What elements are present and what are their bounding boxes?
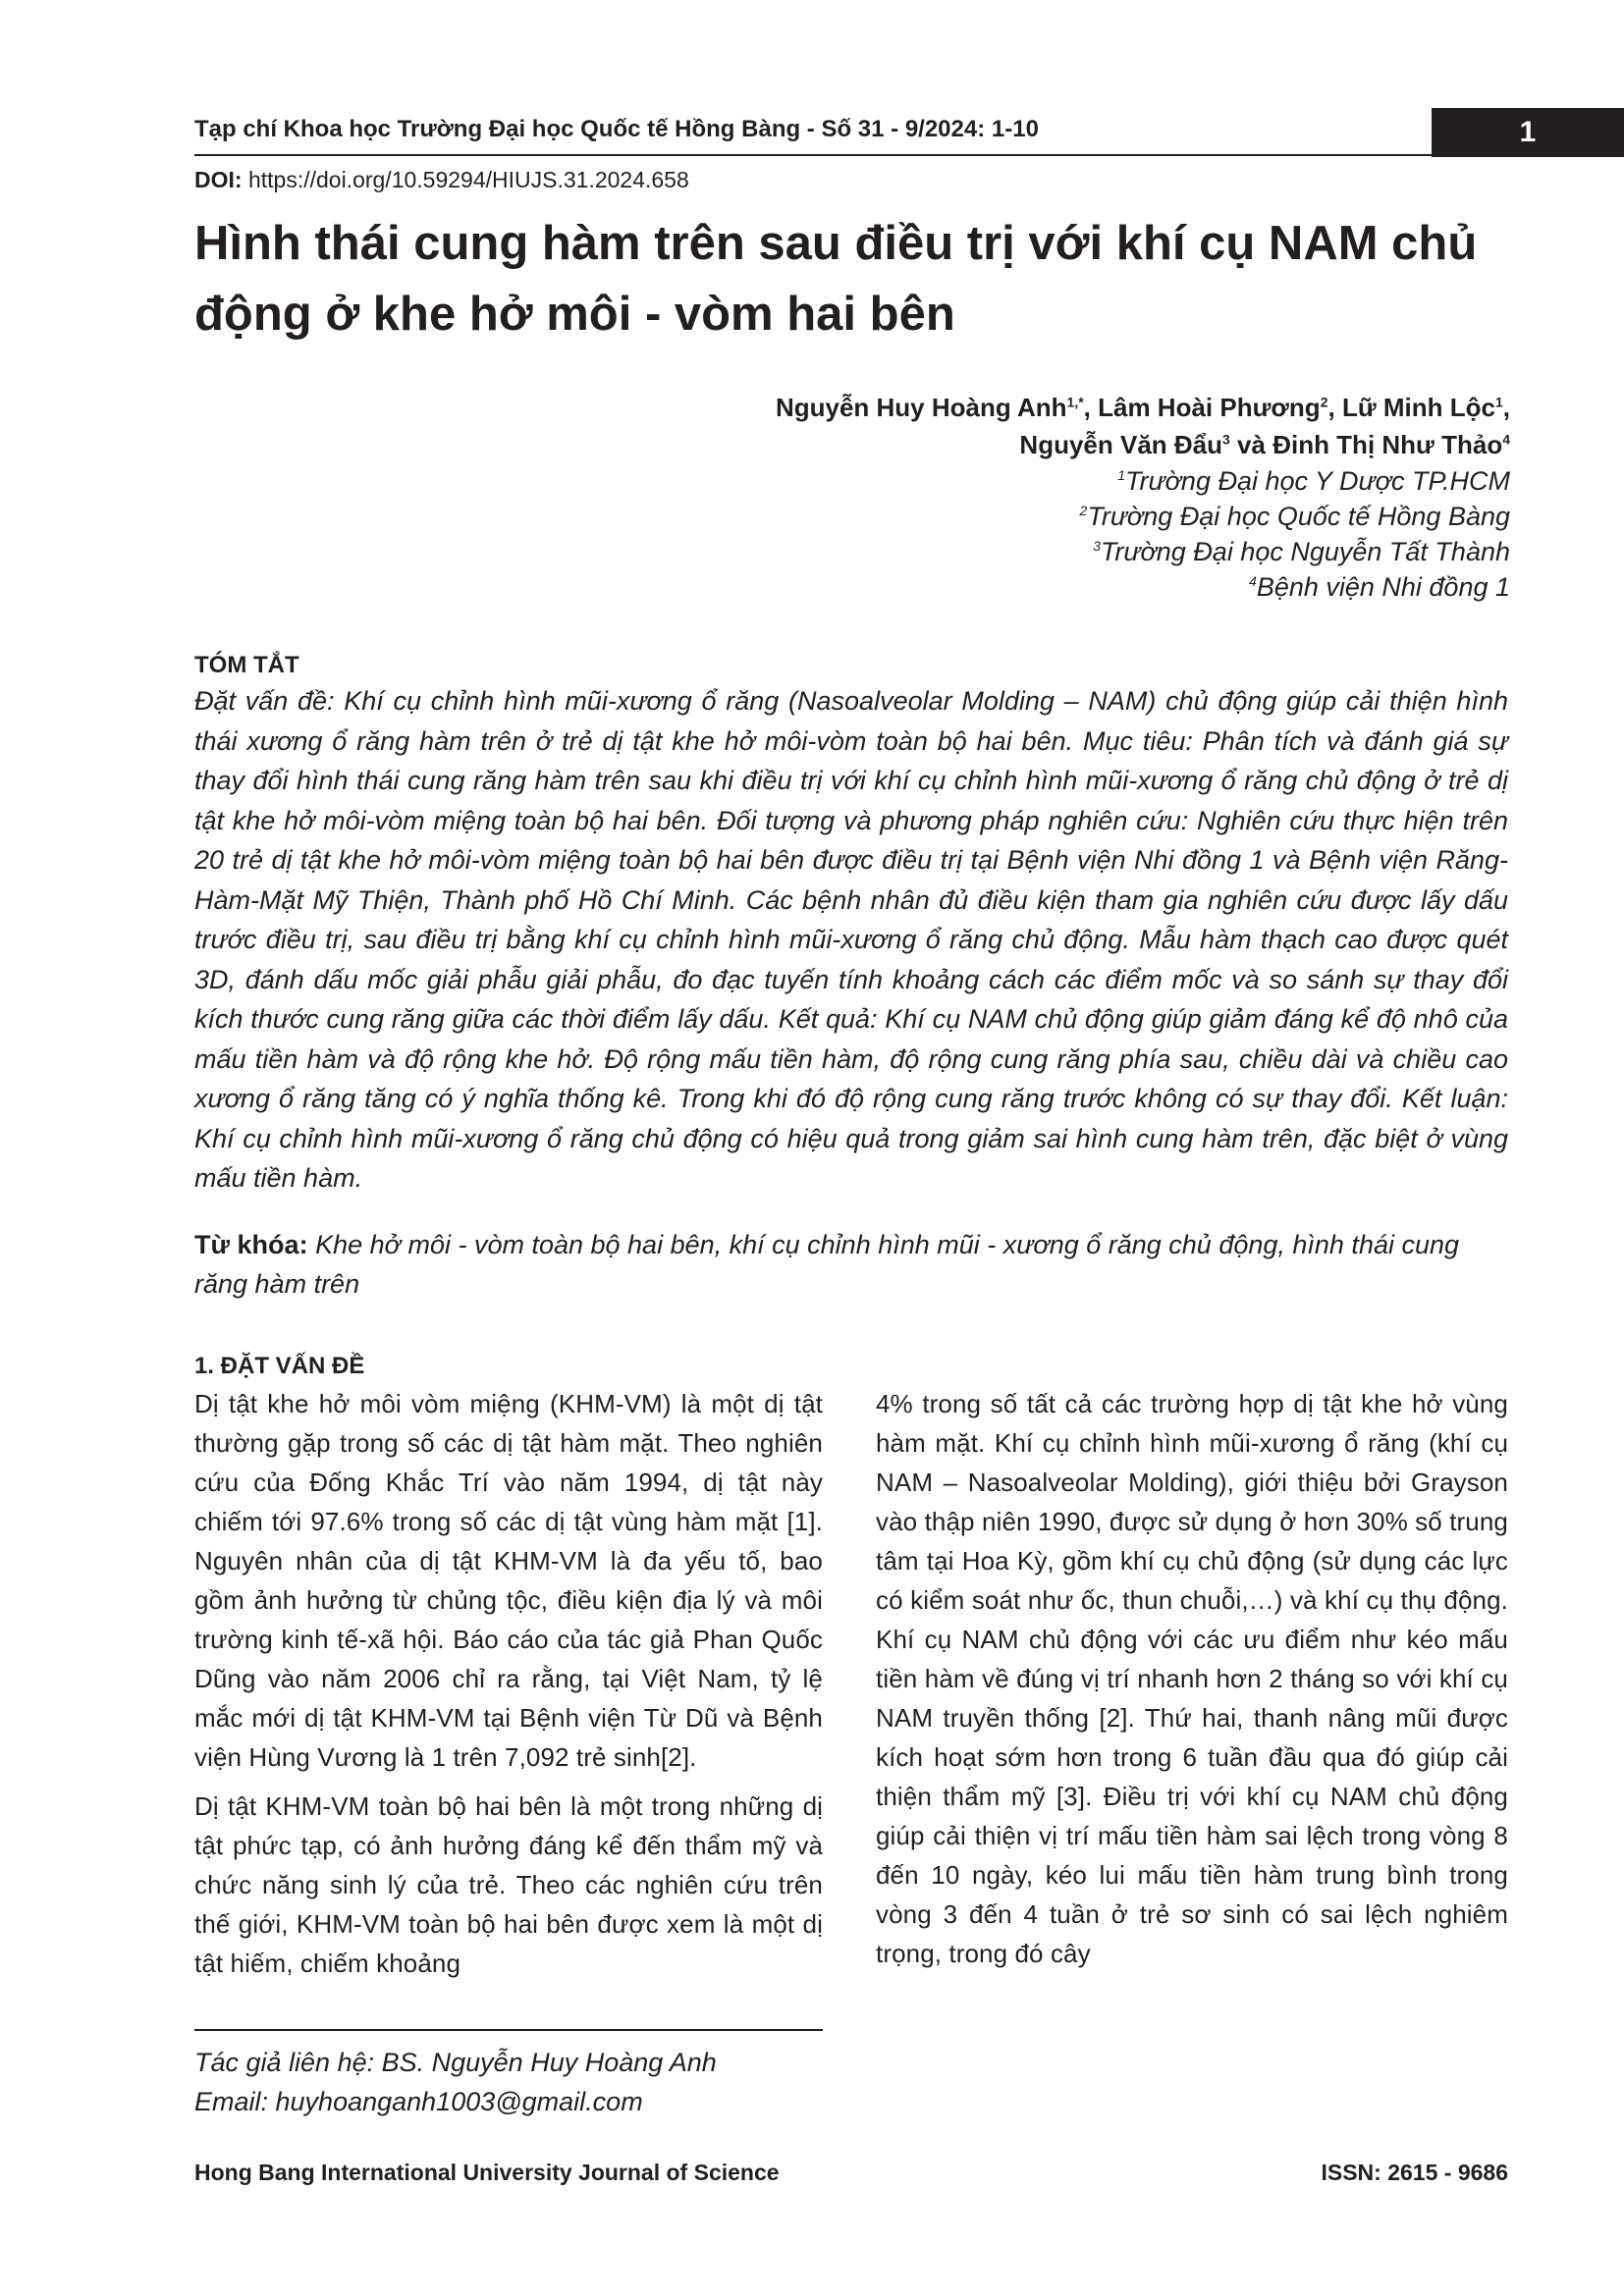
footnote [194, 2043, 717, 2121]
author-sep: , [1083, 393, 1099, 422]
corresponding-author: Tác giả liên hệ: BS. Nguyễn Huy Hoàng Anh [194, 2048, 717, 2077]
affiliation-sup: 3 [1093, 538, 1101, 554]
author-3-sup: 1 [1494, 394, 1503, 410]
affiliation-text: Trường Đại học Nguyễn Tất Thành [1100, 537, 1510, 566]
author-5-sup: 4 [1502, 431, 1510, 448]
author-sep: , [1327, 393, 1342, 422]
affiliation-list [1080, 463, 1510, 605]
keywords-text: Khe hở môi - vòm toàn bộ hai bên, khí cụ chỉnh hình mũi - xương ổ răng chủ động, hình thái cung răng hàm trên [194, 1230, 1460, 1299]
author-5: Đinh Thị Như Thảo [1272, 430, 1503, 459]
left-column [194, 1384, 823, 1993]
author-2-sup: 2 [1320, 394, 1328, 410]
right-column [876, 1384, 1508, 1983]
affiliation-text: Bệnh viện Nhi đồng 1 [1256, 572, 1510, 602]
author-2: Lâm Hoài Phương [1098, 393, 1321, 422]
author-sep: , [1502, 393, 1510, 422]
paragraph: Dị tật KHM-VM toàn bộ hai bên là một trong những dị tật phức tạp, có ảnh hưởng đáng kể đến thẩm mỹ và chức năng sinh lý của trẻ. Theo các nghiên cứu trên thế giới, KHM-VM toàn bộ hai bên được xem là một dị tật hiếm, chiếm khoảng [194, 1791, 823, 1978]
footnote-rule [194, 2029, 823, 2031]
affiliation-2 [1080, 499, 1510, 534]
doi-line [194, 167, 689, 193]
keywords-label: Từ khóa: [194, 1230, 308, 1259]
affiliation-sup: 1 [1117, 467, 1126, 483]
affiliation-text: Trường Đại học Y Dược TP.HCM [1125, 466, 1510, 496]
author-sep: và [1229, 430, 1273, 459]
abstract-heading: TÓM TẮT [194, 652, 299, 678]
author-1-sup: 1,* [1066, 394, 1084, 410]
abstract-text: Đặt vấn đề: Khí cụ chỉnh hình mũi-xương ổ răng (Nasoalveolar Molding – NAM) chủ động giúp cải thiện hình thái xương ổ răng hàm trên ở trẻ dị tật khe hở môi-vòm toàn bộ hai bên. Mục tiêu: Phân tích và đánh giá sự thay đổi hình thái cung răng hàm trên sau khi điều trị với khí cụ chỉnh hình mũi-xương ổ răng chủ động ở trẻ dị tật khe hở môi-vòm miệng toàn bộ hai bên. Đối tượng và phương pháp nghiên cứu: Nghiên cứu thực hiện trên 20 trẻ dị tật khe hở môi-vòm miệng toàn bộ hai bên được điều trị tại Bệnh viện Nhi đồng 1 và Bệnh viện Răng-Hàm-Mặt Mỹ Thiện, Thành phố Hồ Chí Minh. Các bệnh nhân đủ điều kiện tham gia nghiên cứu được lấy dấu trước điều trị, sau điều trị bằng khí cụ chỉnh hình mũi-xương ổ răng chủ động. Mẫu hàm thạch cao được quét 3D, đánh dấu mốc giải phẫu giải phẫu, đo đạc tuyến tính khoảng cách các điểm mốc và so sánh sự thay đổi kích thước cung răng giữa các thời điểm lấy dấu. Kết quả: Khí cụ NAM chủ động giúp giảm đáng kể độ nhô của mấu tiền hàm và độ rộng khe hở. Độ rộng mấu tiền hàm, độ rộng cung răng phía sau, chiều dài và chiều cao xương ổ răng tăng có ý nghĩa thống kê. Trong khi đó độ rộng cung răng trước không có sự thay đổi. Kết luận: Khí cụ chỉnh hình mũi-xương ổ răng chủ động có hiệu quả trong giảm sai hình cung hàm trên, đặc biệt ở vùng mấu tiền hàm. [194, 686, 1508, 1193]
affiliation-3 [1080, 534, 1510, 569]
paragraph: 4% trong số tất cả các trường hợp dị tật khe hở vùng hàm mặt. Khí cụ chỉnh hình mũi-xương ổ răng (khí cụ NAM – Nasoalveolar Molding), giới thiệu bởi Grayson vào thập niên 1990, được sử dụng ở hơn 30% số trung tâm tại Hoa Kỳ, gồm khí cụ chủ động (sử dụng các lực có kiểm soát như ốc, thun chuỗi,…) và khí cụ thụ động. Khí cụ NAM chủ động với các ưu điểm như kéo mấu tiền hàm về đúng vị trí nhanh hơn 2 tháng so với khí cụ NAM truyền thống [2]. Thứ hai, thanh nâng mũi được kích hoạt sớm hơn trong 6 tuần đầu qua đó giúp cải thiện thẩm mỹ [3]. Điều trị với khí cụ NAM chủ động giúp cải thiện vị trí mấu tiền hàm sai lệch trong vòng 8 đến 10 ngày, kéo lui mấu tiền hàm trung bình trong vòng 3 đến 4 tuần ở trẻ sơ sinh có sai lệch nghiêm trọng, trong đó cây [876, 1389, 1508, 1968]
author-3: Lữ Minh Lộc [1341, 393, 1495, 422]
header-rule [194, 154, 1624, 156]
affiliation-sup: 4 [1249, 573, 1257, 589]
article-title: Hình thái cung hàm trên sau điều trị với khí cụ NAM chủ động ở khe hở môi - vòm hai bên [194, 217, 1478, 341]
author-4-sup: 3 [1222, 431, 1230, 448]
footer-issn: ISSN: 2615 - 9686 [1321, 2160, 1508, 2185]
author-4: Nguyễn Văn Đẩu [1019, 430, 1223, 459]
corresponding-email[interactable]: Email: huyhoanganh1003@gmail.com [194, 2087, 643, 2116]
journal-header: Tạp chí Khoa học Trường Đại học Quốc tế Hồng Bàng - Số 31 - 9/2024: 1-10 [194, 116, 1039, 142]
footer-journal: Hong Bang International University Journal of Science [194, 2160, 780, 2185]
affiliation-sup: 2 [1079, 503, 1088, 518]
author-list [776, 389, 1510, 463]
affiliation-text: Trường Đại học Quốc tế Hồng Bàng [1087, 502, 1510, 531]
affiliation-1 [1080, 463, 1510, 499]
section-heading: 1. ĐẶT VẤN ĐỀ [194, 1353, 365, 1379]
author-1: Nguyễn Huy Hoàng Anh [775, 393, 1067, 422]
doi-label: DOI: [194, 167, 243, 192]
paragraph: Dị tật khe hở môi vòm miệng (KHM-VM) là một dị tật thường gặp trong số các dị tật hàm mặt. Theo nghiên cứu của Đống Khắc Trí vào năm 1994, dị tật này chiếm tới 97.6% trong số các dị tật vùng hàm mặt [1]. Nguyên nhân của dị tật KHM-VM là đa yếu tố, bao gồm ảnh hưởng từ chủng tộc, điều kiện địa lý và môi trường kinh tế-xã hội. Báo cáo của tác giả Phan Quốc Dũng vào năm 2006 chỉ ra rằng, tại Việt Nam, tỷ lệ mắc mới dị tật KHM-VM tại Bệnh viện Từ Dũ và Bệnh viện Hùng Vương là 1 trên 7,092 trẻ sinh[2]. [194, 1389, 823, 1772]
doi-link[interactable]: https://doi.org/10.59294/HIUJS.31.2024.658 [242, 167, 689, 192]
keywords [194, 1225, 1508, 1304]
affiliation-4 [1080, 569, 1510, 605]
page-number: 1 [1432, 108, 1624, 157]
